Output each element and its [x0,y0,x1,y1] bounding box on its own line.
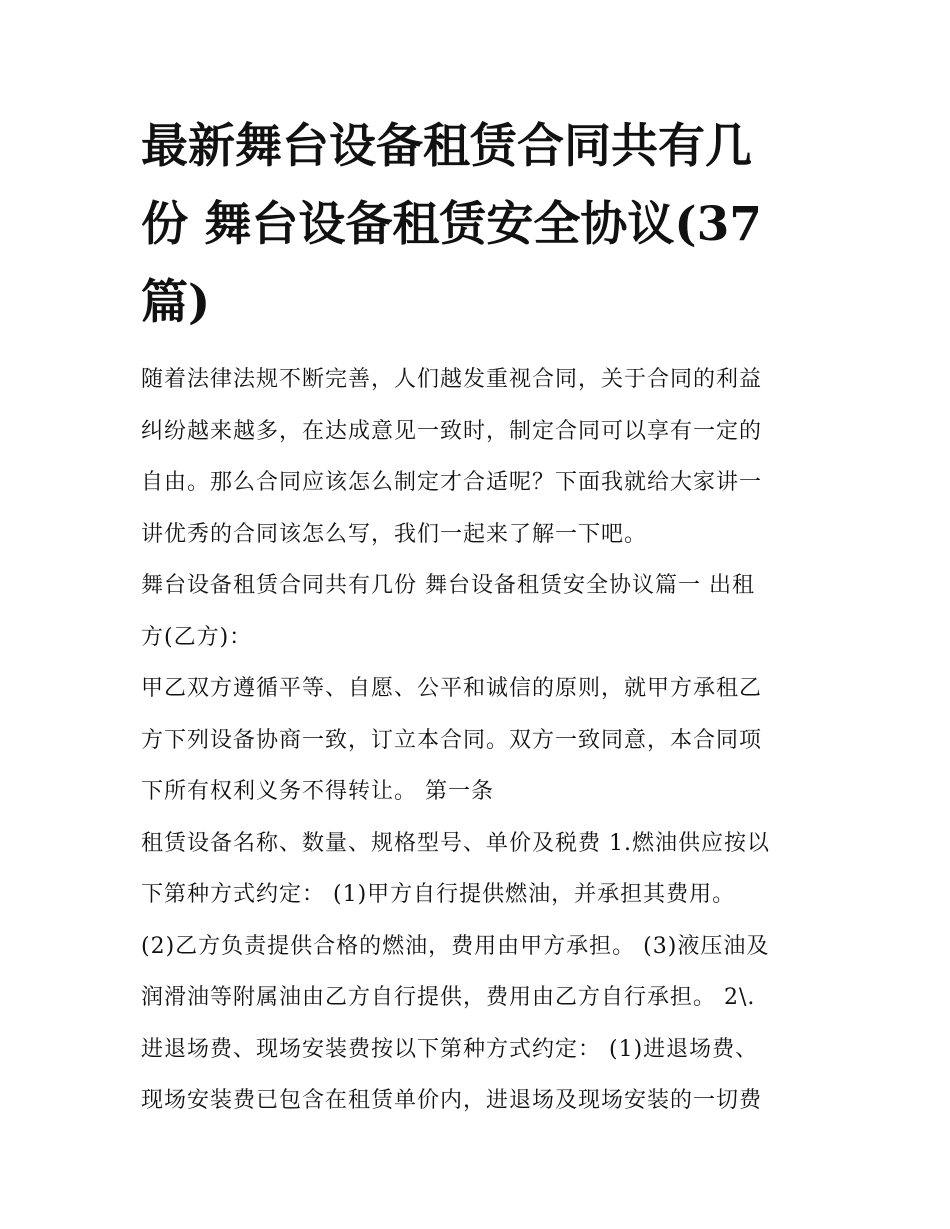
body-text-line: 方(乙方)： [141,624,253,650]
body-text-line: (2)乙方负责提供合格的燃油，费用由甲方承担。 (3)液压油及 [141,933,770,959]
body-text-line: 进退场费、现场安装费按以下第种方式约定： (1)进退场费、 [141,1036,759,1062]
body-text-line: 方下列设备协商一致，订立本合同。双方一致同意，本合同项 [141,727,763,753]
title-line: 篇) [141,275,211,330]
document-page [141,108,816,1127]
body-text-line: 纠纷越来越多，在达成意见一致时，制定合同可以享有一定的 [141,418,763,444]
document-title [141,108,816,342]
body-text-line: 租赁设备名称、数量、规格型号、单价及税费 1.燃油供应按以 [141,830,770,856]
title-line: 最新舞台设备租赁合同共有几 [141,119,752,174]
body-text-line: 随着法律法规不断完善，人们越发重视合同，关于合同的利益 [141,367,763,392]
body-text-line: 下所有权利义务不得转让。 第一条 [141,779,494,804]
body-text-line: 甲乙双方遵循平等、自愿、公平和诚信的原则，就甲方承租乙 [141,676,763,701]
body-text-line: 润滑油等附属油由乙方自行提供，费用由乙方自行承担。 2\. [141,985,756,1010]
body-text-line: 舞台设备租赁合同共有几份 舞台设备租赁安全协议篇一 出租 [141,573,755,598]
body-text-line: 讲优秀的合同该怎么写，我们一起来了解一下吧。 [141,521,648,547]
body-text-line: 自由。那么合同应该怎么制定才合适呢？下面我就给大家讲一 [141,470,763,495]
body-text-line: 下第种方式约定： (1)甲方自行提供燃油，并承担其费用。 [141,882,736,907]
document-body [141,354,816,1127]
title-line: 份 舞台设备租赁安全协议(37 [141,197,763,252]
body-text-line: 现场安装费已包含在租赁单价内，进退场及现场安装的一切费 [141,1088,763,1113]
